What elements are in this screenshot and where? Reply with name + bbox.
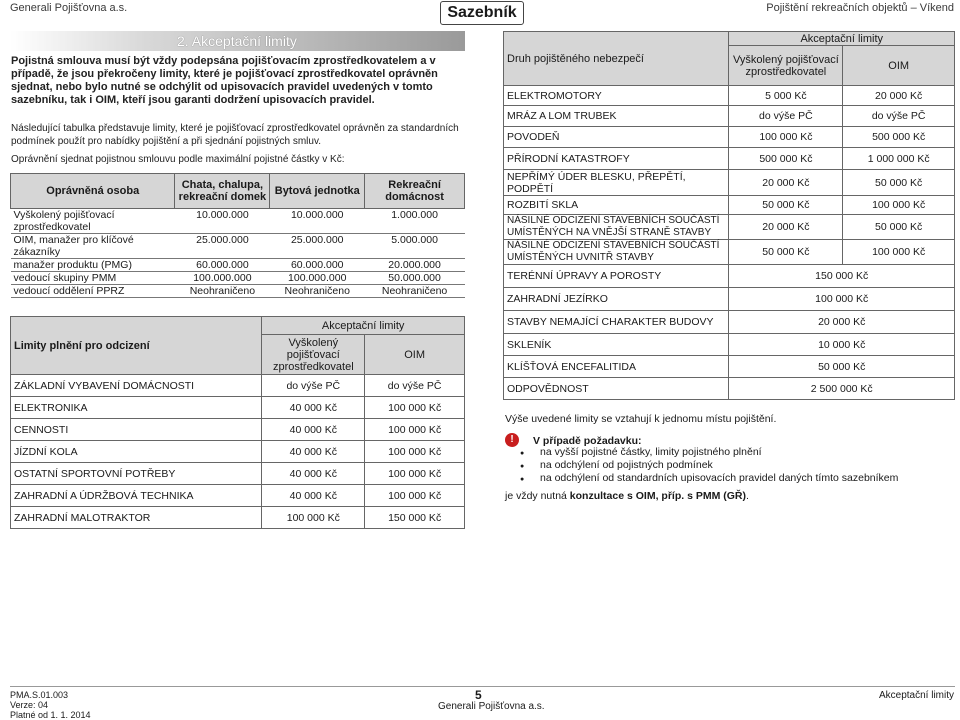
table-row	[11, 463, 465, 485]
column-header: Limity plnění pro odcizení	[11, 317, 262, 375]
request-title: V případě požadavku:	[533, 435, 642, 447]
person-cell: OIM, manažer pro klíčové zákazníky	[11, 234, 175, 259]
limit-cell: 500 000 Kč	[843, 127, 955, 148]
limit-cell: 40 000 Kč	[262, 463, 365, 485]
limit-cell: do výše PČ	[843, 106, 955, 127]
limit-cell: 50 000 Kč	[729, 240, 843, 265]
table-row	[504, 106, 955, 127]
item-cell: ELEKTROMOTORY	[504, 86, 729, 106]
column-header: OIM	[365, 335, 465, 375]
table-row	[11, 397, 465, 419]
document-version: Verze: 04	[10, 700, 49, 710]
list-item: ● na vyšší pojistné částky, limity pojistného plnění	[520, 446, 898, 459]
footer-divider	[10, 686, 955, 687]
item-cell: STAVBY NEMAJÍCÍ CHARAKTER BUDOVY	[504, 311, 729, 334]
item-cell: POVODEŇ	[504, 127, 729, 148]
limit-cell: 100 000 Kč	[365, 463, 465, 485]
table-row	[504, 311, 955, 334]
item-cell: NEPŘÍMÝ ÚDER BLESKU, PŘEPĚTÍ, PODPĚTÍ	[504, 170, 729, 196]
limit-cell: 5 000 Kč	[729, 86, 843, 106]
consultation-prefix: je vždy nutná	[505, 490, 570, 502]
person-cell: vedoucí skupiny PMM	[11, 272, 175, 285]
item-cell: ZÁKLADNÍ VYBAVENÍ DOMÁCNOSTI	[11, 375, 262, 397]
authority-description: Oprávnění sjednat pojistnou smlouvu podle maximální pojistné částky v Kč:	[11, 154, 345, 165]
column-header: Chata, chalupa, rekreační domek	[175, 174, 270, 209]
limit-cell: do výše PČ	[262, 375, 365, 397]
table-row	[504, 196, 955, 215]
table-row	[504, 127, 955, 148]
limit-cell: 100 000 Kč	[365, 485, 465, 507]
theft-limits-table	[10, 316, 465, 529]
column-header: Vyškolený pojišťovací zprostředkovatel	[729, 46, 843, 86]
item-cell: OSTATNÍ SPORTOVNÍ POTŘEBY	[11, 463, 262, 485]
table-header-row	[11, 317, 465, 335]
intro-paragraph: Pojistná smlouva musí být vždy podepsána pojišťovacím zprostředkovatelem a v případě, že jsou překročeny limity, které je pojišťovací zprostředkovatel oprávněn sjednat, nebo bylo nutné se odchýlit od upisovacích pravidel uvedených v tomto sazebníku, tak i OIM, kteří jsou garanti dodržení upisovacích pravidel.	[11, 55, 438, 106]
item-cell: SKLENÍK	[504, 334, 729, 356]
limit-cell: 20 000 Kč	[843, 86, 955, 106]
limit-cell: 40 000 Kč	[262, 485, 365, 507]
limit-cell: 100 000 Kč	[729, 288, 955, 311]
section-title-bar	[10, 31, 465, 51]
footer-section: Akceptační limity	[878, 690, 954, 701]
limit-cell: 50.000.000	[365, 272, 465, 285]
limit-cell: do výše PČ	[729, 106, 843, 127]
limit-cell: 10.000.000	[175, 209, 270, 234]
table-header-row	[11, 174, 465, 209]
limit-cell: 50 000 Kč	[729, 196, 843, 215]
column-header: Rekreační domácnost	[365, 174, 465, 209]
item-cell: ELEKTRONIKA	[11, 397, 262, 419]
person-cell: vedoucí oddělení PPRZ	[11, 285, 175, 298]
list-item: ● na odchýlení od standardních upisovacích pravidel daných tímto sazebníkem	[520, 472, 898, 485]
risk-limits-table	[503, 31, 955, 400]
footer-company: Generali Pojišťovna a.s.	[438, 701, 545, 712]
limit-cell: 50 000 Kč	[843, 170, 955, 196]
group-header: Akceptační limity	[262, 317, 465, 335]
limit-cell: 100 000 Kč	[729, 127, 843, 148]
item-cell: NÁSILNÉ ODCIZENÍ STAVEBNÍCH SOUČÁSTÍ UMÍSTĚNÝCH NA VNĚJŠÍ STRANĚ STAVBY	[504, 215, 729, 240]
item-cell: MRÁZ A LOM TRUBEK	[504, 106, 729, 127]
column-header: Druh pojištěného nebezpečí	[504, 32, 729, 86]
limit-cell: 10 000 Kč	[729, 334, 955, 356]
limit-cell: 100 000 Kč	[843, 196, 955, 215]
exclamation-icon: !	[505, 433, 519, 447]
limit-cell: 100 000 Kč	[365, 441, 465, 463]
limit-cell: 20 000 Kč	[729, 215, 843, 240]
limit-cell: 50 000 Kč	[843, 215, 955, 240]
item-cell: ZAHRADNÍ JEZÍRKO	[504, 288, 729, 311]
limit-cell: 100 000 Kč	[365, 419, 465, 441]
table-row	[504, 334, 955, 356]
limit-cell: 1 000 000 Kč	[843, 148, 955, 170]
consultation-suffix: .	[745, 490, 749, 502]
valid-from: Platné od 1. 1. 2014	[10, 710, 91, 720]
table-row	[504, 288, 955, 311]
table-row	[11, 285, 465, 298]
limit-cell: Neohraničeno	[175, 285, 270, 298]
table-row	[504, 148, 955, 170]
limit-cell: 2 500 000 Kč	[729, 378, 955, 400]
limit-cell: 25.000.000	[270, 234, 365, 259]
limits-note: Výše uvedené limity se vztahují k jednomu místu pojištění.	[505, 413, 777, 425]
table-row	[504, 170, 955, 196]
item-cell: ROZBITÍ SKLA	[504, 196, 729, 215]
limit-cell: 100 000 Kč	[262, 507, 365, 529]
limit-cell: 25.000.000	[175, 234, 270, 259]
list-item: ● na odchýlení od pojistných podmínek	[520, 459, 898, 472]
column-header: OIM	[843, 46, 955, 86]
group-header: Akceptační limity	[729, 32, 955, 46]
item-cell: NÁSILNÉ ODCIZENÍ STAVEBNÍCH SOUČÁSTÍ UMÍSTĚNÝCH UVNITŘ STAVBY	[504, 240, 729, 265]
limit-cell: 500 000 Kč	[729, 148, 843, 170]
limit-cell: 40 000 Kč	[262, 419, 365, 441]
limit-cell: do výše PČ	[365, 375, 465, 397]
person-cell: Vyškolený pojišťovací zprostředkovatel	[11, 209, 175, 234]
table-row	[11, 272, 465, 285]
limit-cell: Neohraničeno	[365, 285, 465, 298]
table-row	[11, 209, 465, 234]
table-row	[504, 356, 955, 378]
column-header: Vyškolený pojišťovací zprostředkovatel	[262, 335, 365, 375]
footer-document-info	[10, 690, 91, 720]
person-cell: manažer produktu (PMG)	[11, 259, 175, 272]
table-row	[504, 240, 955, 265]
limit-cell: 1.000.000	[365, 209, 465, 234]
limit-cell: 100 000 Kč	[843, 240, 955, 265]
item-cell: KLÍŠŤOVÁ ENCEFALITIDA	[504, 356, 729, 378]
limit-cell: 20.000.000	[365, 259, 465, 272]
limit-cell: 50 000 Kč	[729, 356, 955, 378]
limit-cell: 10.000.000	[270, 209, 365, 234]
item-cell: PŘÍRODNÍ KATASTROFY	[504, 148, 729, 170]
consultation-emphasis: konzultace s OIM, příp. s PMM (GŘ)	[569, 490, 746, 502]
limit-cell: 20 000 Kč	[729, 311, 955, 334]
table-row	[11, 375, 465, 397]
column-header: Bytová jednotka	[270, 174, 365, 209]
table-row	[11, 485, 465, 507]
limit-cell: 60.000.000	[175, 259, 270, 272]
document-title: Sazebník	[440, 1, 524, 25]
table-row	[504, 215, 955, 240]
product-name: Pojištění rekreačních objektů – Víkend	[766, 2, 954, 14]
authority-table	[10, 173, 465, 298]
item-cell: ZAHRADNÍ A ÚDRŽBOVÁ TECHNIKA	[11, 485, 262, 507]
limit-cell: 100 000 Kč	[365, 397, 465, 419]
limit-cell: 100.000.000	[270, 272, 365, 285]
item-cell: JÍZDNÍ KOLA	[11, 441, 262, 463]
item-cell: TERÉNNÍ ÚPRAVY A POROSTY	[504, 265, 729, 288]
consultation-note	[505, 490, 749, 502]
company-name: Generali Pojišťovna a.s.	[10, 2, 128, 14]
table-row	[504, 265, 955, 288]
limit-cell: 100.000.000	[175, 272, 270, 285]
table-row	[504, 86, 955, 106]
table-row	[11, 259, 465, 272]
table-row	[11, 507, 465, 529]
document-code: PMA.S.01.003	[10, 690, 69, 700]
section-title: 2. Akceptační limity	[177, 33, 297, 49]
item-cell: ZAHRADNÍ MALOTRAKTOR	[11, 507, 262, 529]
item-cell: ODPOVĚDNOST	[504, 378, 729, 400]
limit-cell: 40 000 Kč	[262, 397, 365, 419]
limit-cell: 150 000 Kč	[365, 507, 465, 529]
limit-cell: 5.000.000	[365, 234, 465, 259]
limit-cell: 150 000 Kč	[729, 265, 955, 288]
page-number: 5	[475, 688, 482, 702]
table-header-row	[504, 32, 955, 46]
table-row	[11, 419, 465, 441]
limits-description: Následující tabulka představuje limity, které je pojišťovací zprostředkovatel oprávněn za standardních podmínek použít pro nabídky pojištění a při sjednání pojistných smluv.	[11, 123, 459, 147]
limit-cell: 60.000.000	[270, 259, 365, 272]
table-row	[11, 441, 465, 463]
limit-cell: 40 000 Kč	[262, 441, 365, 463]
table-row	[11, 234, 465, 259]
item-cell: CENNOSTI	[11, 419, 262, 441]
limit-cell: 20 000 Kč	[729, 170, 843, 196]
column-header: Oprávněná osoba	[11, 174, 175, 209]
table-row	[504, 378, 955, 400]
limit-cell: Neohraničeno	[270, 285, 365, 298]
request-bullet-list	[520, 446, 898, 485]
